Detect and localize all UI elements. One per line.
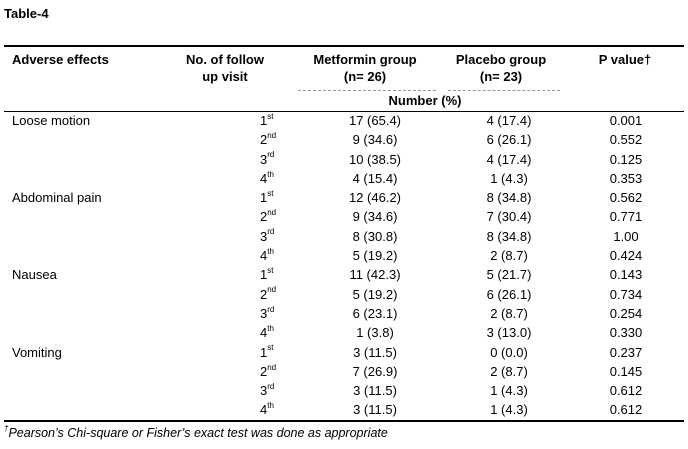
cell-adverse-effect [4, 400, 186, 419]
table-row [4, 304, 684, 323]
visit-ordinal: th [267, 169, 274, 179]
visit-ordinal: rd [267, 150, 275, 160]
visit-ordinal: nd [267, 285, 277, 295]
cell-placebo: 2 (8.7) [490, 363, 528, 379]
visit-number: 2 [260, 286, 268, 302]
visit-ordinal: st [267, 111, 274, 121]
cell-metformin: 3 (11.5) [353, 402, 397, 418]
table-row [4, 188, 684, 207]
cell-placebo: 5 (21.7) [486, 267, 532, 283]
footnote-text: Pearson’s Chi-square or Fisher’s exact test was done as appropriate [8, 426, 388, 440]
cell-pvalue: 0.612 [609, 402, 643, 418]
table-row [4, 323, 684, 342]
table-row [4, 246, 684, 265]
table-row [4, 381, 684, 400]
table-row [4, 207, 684, 226]
cell-metformin: 5 (19.2) [352, 248, 398, 264]
header-pvalue [566, 51, 684, 68]
cell-adverse-effect [4, 130, 186, 149]
cell-visit [186, 343, 300, 362]
cell-placebo: 1 (4.3) [490, 383, 528, 399]
visit-ordinal: th [267, 401, 274, 411]
cell-visit [186, 150, 300, 169]
cell-pvalue: 0.424 [609, 248, 643, 264]
header-placebo-line2: (n= 23) [479, 69, 523, 84]
cell-pvalue: 0.552 [609, 132, 643, 148]
visit-ordinal: th [267, 246, 274, 256]
header-metformin-line1: Metformin group [313, 52, 417, 67]
cell-visit [186, 111, 300, 130]
bottom-rule [4, 420, 684, 422]
cell-adverse-effect [4, 169, 186, 188]
table-row [4, 285, 684, 304]
cell-adverse-effect [4, 381, 186, 400]
header-number-percent: Number (%) [388, 93, 462, 108]
header-follow-up-line1: No. of follow [186, 52, 264, 67]
cell-adverse-effect: Loose motion [12, 113, 91, 128]
cell-visit [186, 169, 300, 188]
cell-visit [186, 246, 300, 265]
table-row [4, 343, 684, 362]
cell-pvalue: 0.612 [609, 383, 643, 399]
cell-adverse-effect [4, 285, 186, 304]
cell-placebo: 8 (34.8) [486, 228, 532, 244]
cell-visit [186, 227, 300, 246]
cell-pvalue: 0.771 [609, 209, 643, 225]
header-placebo [442, 51, 560, 85]
visit-ordinal: th [267, 323, 274, 333]
visit-number: 4 [260, 170, 268, 186]
visit-ordinal: nd [267, 130, 277, 140]
visit-number: 2 [260, 209, 268, 225]
visit-ordinal: st [267, 188, 274, 198]
cell-placebo: 4 (17.4) [486, 113, 532, 128]
cell-metformin: 3 (11.5) [353, 344, 397, 360]
cell-visit [186, 362, 300, 381]
table-row [4, 169, 684, 188]
cell-placebo: 8 (34.8) [486, 190, 532, 206]
visit-ordinal: rd [267, 304, 275, 314]
cell-placebo: 4 (17.4) [486, 151, 532, 167]
visit-ordinal: st [267, 343, 274, 353]
header-metformin [290, 51, 440, 85]
cell-visit [186, 323, 300, 342]
cell-metformin: 5 (19.2) [352, 286, 398, 302]
visit-ordinal: rd [267, 381, 275, 391]
cell-adverse-effect [4, 323, 186, 342]
cell-pvalue: 0.562 [609, 190, 643, 206]
cell-placebo: 1 (4.3) [490, 170, 528, 186]
cell-pvalue: 1.00 [613, 228, 639, 244]
cell-placebo: 6 (26.1) [486, 286, 532, 302]
cell-pvalue: 0.254 [609, 305, 643, 321]
header-adverse-effects: Adverse effects [12, 52, 109, 67]
data-table [4, 111, 684, 420]
cell-adverse-effect: Vomiting [12, 344, 62, 360]
table-row [4, 400, 684, 419]
cell-placebo: 3 (13.0) [486, 325, 532, 341]
cell-metformin: 17 (65.4) [348, 113, 402, 128]
cell-adverse-effect [4, 362, 186, 381]
visit-number: 1 [260, 190, 268, 206]
cell-adverse-effect [4, 227, 186, 246]
cell-metformin: 12 (46.2) [348, 190, 402, 206]
cell-adverse-effect [4, 246, 186, 265]
footnote [4, 423, 388, 440]
header-metformin-line2: (n= 26) [343, 69, 387, 84]
visit-number: 1 [260, 267, 268, 283]
header-pvalue-label: P value [598, 52, 645, 67]
visit-number: 4 [260, 402, 268, 418]
cell-pvalue: 0.330 [609, 325, 643, 341]
cell-placebo: 6 (26.1) [486, 132, 532, 148]
cell-pvalue: 0.125 [609, 151, 643, 167]
cell-placebo: 2 (8.7) [490, 305, 528, 321]
table-title: Table-4 [4, 6, 49, 21]
cell-pvalue: 0.145 [609, 363, 643, 379]
header-placebo-line1: Placebo group [455, 52, 547, 67]
table-row [4, 111, 684, 130]
cell-metformin: 4 (15.4) [352, 170, 398, 186]
visit-number: 4 [260, 248, 268, 264]
cell-metformin: 1 (3.8) [356, 325, 394, 341]
top-rule [4, 45, 684, 47]
cell-placebo: 7 (30.4) [486, 209, 532, 225]
table-row [4, 150, 684, 169]
cell-metformin: 9 (34.6) [352, 132, 398, 148]
cell-visit [186, 265, 300, 284]
visit-ordinal: st [267, 266, 274, 276]
cell-pvalue: 0.353 [609, 170, 643, 186]
cell-visit [186, 304, 300, 323]
cell-metformin: 11 (42.3) [349, 267, 401, 283]
visit-number: 3 [260, 305, 268, 321]
cell-visit [186, 400, 300, 419]
visit-number: 1 [260, 344, 268, 360]
header-follow-up [170, 51, 280, 85]
visit-number: 3 [260, 383, 268, 399]
visit-ordinal: nd [267, 362, 277, 372]
cell-visit [186, 381, 300, 400]
cell-adverse-effect [4, 207, 186, 226]
visit-ordinal: nd [267, 208, 277, 218]
cell-visit [186, 130, 300, 149]
cell-visit [186, 188, 300, 207]
cell-metformin: 8 (30.8) [352, 228, 398, 244]
header-follow-up-line2: up visit [202, 69, 248, 84]
cell-adverse-effect [4, 304, 186, 323]
cell-placebo: 2 (8.7) [490, 248, 528, 264]
visit-number: 3 [260, 151, 268, 167]
cell-metformin: 9 (34.6) [352, 209, 398, 225]
table-body [4, 111, 684, 420]
visit-number: 1 [260, 113, 268, 128]
table-row [4, 362, 684, 381]
cell-metformin: 3 (11.5) [353, 383, 397, 399]
cell-pvalue: 0.734 [609, 286, 643, 302]
table-row [4, 130, 684, 149]
cell-adverse-effect [4, 150, 186, 169]
visit-number: 4 [260, 325, 268, 341]
visit-number: 3 [260, 228, 268, 244]
cell-pvalue: 0.237 [609, 344, 643, 360]
visit-number: 2 [260, 363, 268, 379]
cell-visit [186, 285, 300, 304]
visit-ordinal: rd [267, 227, 275, 237]
footnote-mark: † [4, 423, 9, 433]
cell-placebo: 1 (4.3) [490, 402, 528, 418]
cell-pvalue: 0.143 [609, 267, 643, 283]
cell-pvalue: 0.001 [609, 113, 643, 128]
cell-metformin: 10 (38.5) [348, 151, 402, 167]
cell-adverse-effect: Nausea [12, 267, 57, 283]
cell-visit [186, 207, 300, 226]
cell-adverse-effect: Abdominal pain [12, 190, 102, 206]
divider-metformin [298, 90, 436, 91]
cell-metformin: 7 (26.9) [352, 363, 398, 379]
table-row [4, 227, 684, 246]
divider-placebo [448, 90, 560, 91]
table-row [4, 265, 684, 284]
header-pvalue-mark: † [644, 52, 652, 67]
cell-placebo: 0 (0.0) [490, 344, 528, 360]
cell-metformin: 6 (23.1) [352, 305, 398, 321]
visit-number: 2 [260, 132, 268, 148]
